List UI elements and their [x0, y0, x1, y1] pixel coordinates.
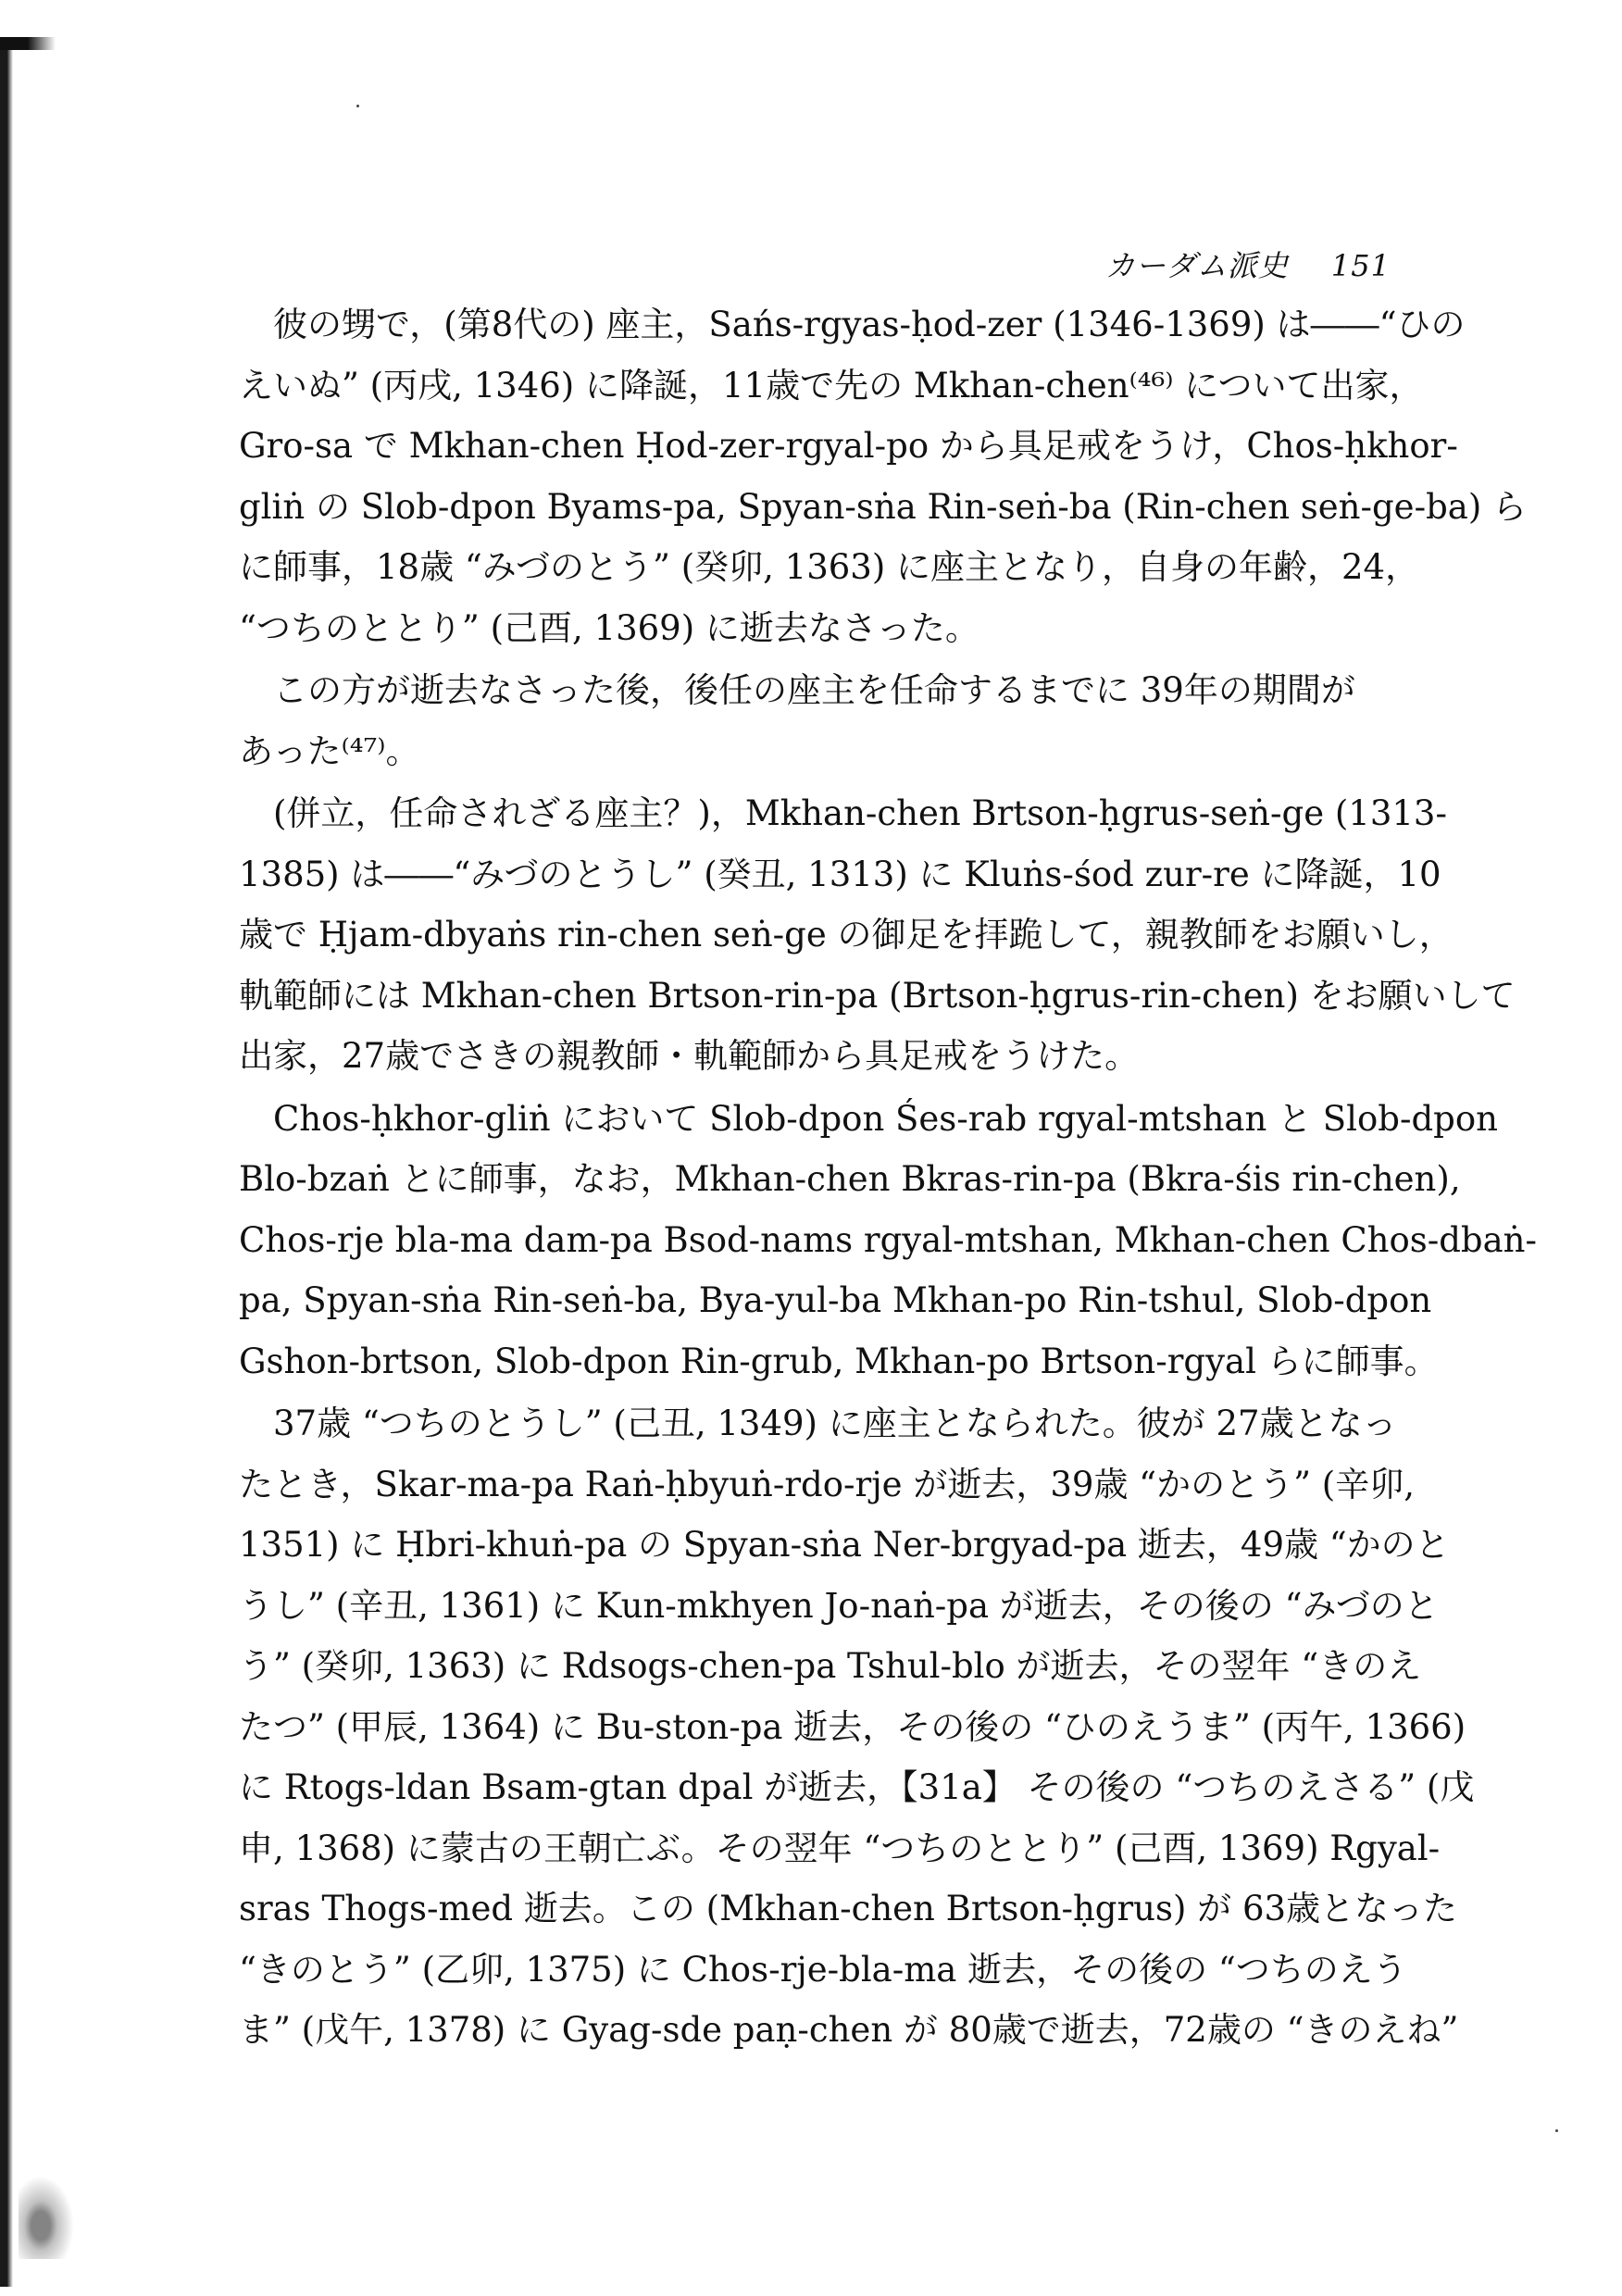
- text-line: Chos-ḥkhor-gliṅ において Slob-dpon Śes-rab rgyal-mtshan と Slob-dpon: [273, 1098, 1498, 1139]
- paragraph: [239, 1089, 1537, 1392]
- paragraph: [239, 294, 1528, 658]
- text-line: 37歳 “つちのとうし” (己丑, 1349) に座主となられた。彼が 27歳となっ: [273, 1404, 1397, 1443]
- scan-smudge: [19, 2176, 74, 2259]
- running-head: [1105, 243, 1391, 285]
- paragraph: [239, 1393, 1475, 2061]
- scan-speck: [1555, 2129, 1558, 2132]
- text-line: この方が逝去なさった後，後任の座主を任命するまでに 39年の期間が: [273, 670, 1355, 710]
- text-line: 出家，27歳でさきの親教師・軌範師から具足戒をうけた。: [239, 1036, 1140, 1076]
- text-line: たとき，Skar-ma-pa Raṅ-ḥbyuṅ-rdo-rje が逝去，39歳 “かのとう” (辛卯,: [239, 1464, 1415, 1504]
- text-line: うし” (辛丑, 1361) に Kun-mkhyen Jo-naṅ-pa が逝去，その後の “みづのと: [239, 1585, 1439, 1626]
- text-line: 彼の甥で，(第8代の) 座主，Sańs-rgyas-ḥod-zer (1346-1369) は――“ひの: [273, 305, 1466, 344]
- text-line: Chos-rje bla-ma dam-pa Bsod-nams rgyal-mtshan, Mkhan-chen Chos-dbaṅ-: [239, 1219, 1537, 1260]
- text-line: sras Thogs-med 逝去。この (Mkhan-chen Brtson-ḥgrus) が 63歳となった: [239, 1889, 1458, 1928]
- text-line: えいぬ” (丙戌, 1346) に降誕，11歳で先の Mkhan-chen⁽⁴⁶⁾ について出家，: [239, 365, 1424, 406]
- text-line: あった⁽⁴⁷⁾。: [239, 730, 420, 771]
- text-line: たつ” (甲辰, 1364) に Bu-ston-pa 逝去，その後の “ひのえうま” (丙午, 1366): [239, 1706, 1466, 1747]
- text-line: に Rtogs-ldan Bsam-gtan dpal が逝去，【31a】 その後の “つちのえさる” (戊: [239, 1767, 1475, 1807]
- scan-speck: [356, 105, 359, 107]
- scan-corner-shadow: [0, 37, 56, 50]
- text-line: 申, 1368) に蒙古の王朝亡ぶ。その翌年 “つちのととり” (己酉, 1369) Rgyal-: [239, 1828, 1441, 1868]
- scan-binding-shadow: [0, 46, 13, 2287]
- text-line: 軌範師には Mkhan-chen Brtson-rin-pa (Brtson-ḥgrus-rin-chen) をお願いして: [239, 975, 1516, 1016]
- running-head-title: カーダム派史: [1104, 248, 1289, 283]
- text-line: “つちのととり” (己酉, 1369) に逝去なさった。: [239, 607, 979, 648]
- text-line: (併立，任命されざる座主？)，Mkhan-chen Brtson-ḥgrus-seṅ-ge (1313-: [273, 793, 1447, 833]
- text-line: ま” (戊午, 1378) に Gyag-sde paṇ-chen が 80歳で逝去，72歳の “きのえね”: [239, 2010, 1459, 2050]
- text-line: 1351) に Ḥbri-khuṅ-pa の Spyan-sṅa Ner-brgyad-pa 逝去，49歳 “かのと: [239, 1525, 1450, 1565]
- page-number: 151: [1330, 248, 1391, 283]
- text-line: gliṅ の Slob-dpon Byams-pa, Spyan-sṅa Rin-seṅ-ba (Rin-chen seṅ-ge-ba) ら: [239, 486, 1528, 527]
- text-line: Blo-bzaṅ とに師事，なお，Mkhan-chen Bkras-rin-pa (Bkra-śis rin-chen),: [239, 1159, 1461, 1199]
- text-line: う” (癸卯, 1363) に Rdsogs-chen-pa Tshul-blo が逝去，その翌年 “きのえ: [239, 1646, 1422, 1686]
- text-line: Gshon-brtson, Slob-dpon Rin-grub, Mkhan-po Brtson-rgyal らに師事。: [239, 1341, 1439, 1381]
- text-line: 1385) は――“みづのとうし” (癸丑, 1313) に Kluṅs-śod zur-re に降誕，10: [239, 854, 1441, 894]
- text-line: 歳で Ḥjam-dbyaṅs rin-chen seṅ-ge の御足を拝跪して，親教師をお願いし，: [239, 915, 1454, 955]
- text-line: pa, Spyan-sṅa Rin-seṅ-ba, Bya-yul-ba Mkhan-po Rin-tshul, Slob-dpon: [239, 1280, 1432, 1320]
- paragraph: [239, 783, 1516, 1087]
- text-line: に師事，18歳 “みづのとう” (癸卯, 1363) に座主となり，自身の年齢，24，: [239, 547, 1420, 587]
- paragraph: [239, 660, 1383, 781]
- text-line: Gro-sa で Mkhan-chen Ḥod-zer-rgyal-po から具足戒をうけ，Chos-ḥkhor-: [239, 426, 1458, 466]
- text-line: “きのとう” (乙卯, 1375) に Chos-rje-bla-ma 逝去，その後の “つちのえう: [239, 1949, 1407, 1990]
- body-text: [239, 294, 1537, 2063]
